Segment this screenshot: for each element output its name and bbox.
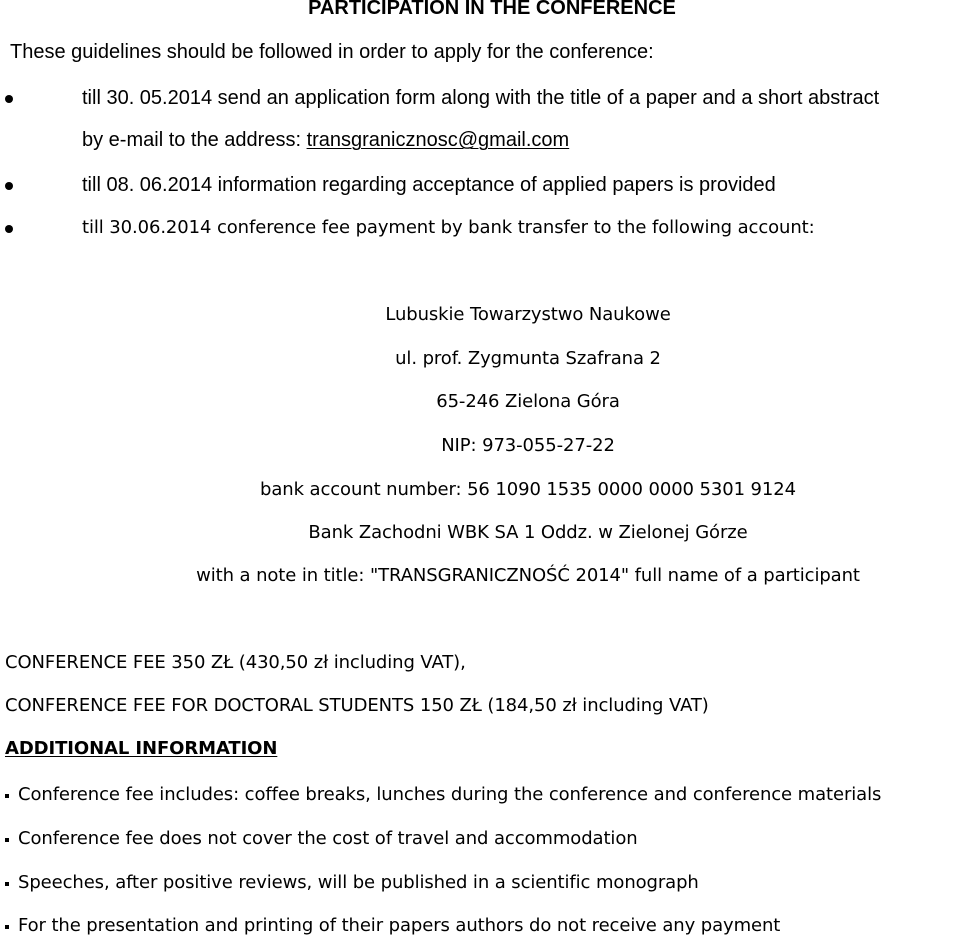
deadline-acceptance: till 08. 06.2014 information regarding acceptance of applied papers is provided <box>82 174 776 196</box>
info-item: For the presentation and printing of their papers authors do not receive any payment <box>18 915 781 936</box>
page-title: PARTICIPATION IN THE CONFERENCE <box>308 0 676 19</box>
email-link[interactable]: transgranicznosc@gmail.com <box>306 129 570 151</box>
account-street: ul. prof. Zygmunta Szafrana 2 <box>395 348 661 369</box>
intro-text: These guidelines should be followed in order to apply for the conference: <box>10 41 654 63</box>
square-bullet-icon <box>5 882 9 886</box>
deadline-application-line1: till 30. 05.2014 send an application form along with the title of a paper and a short abstract <box>82 87 880 109</box>
bullet-icon <box>5 225 13 233</box>
bullet-icon <box>5 95 13 103</box>
additional-info-title: ADDITIONAL INFORMATION <box>5 738 278 759</box>
info-item: Conference fee includes: coffee breaks, lunches during the conference and conference materials <box>18 784 882 805</box>
deadline-payment: till 30.06.2014 conference fee payment by bank transfer to the following account: <box>82 217 815 238</box>
account-city: 65-246 Zielona Góra <box>436 391 620 412</box>
account-number: bank account number: 56 1090 1535 0000 0000 5301 9124 <box>260 479 796 500</box>
info-item: Speeches, after positive reviews, will be published in a scientific monograph <box>18 872 699 893</box>
info-item: Conference fee does not cover the cost of travel and accommodation <box>18 828 638 849</box>
payment-note: with a note in title: "TRANSGRANICZNOŚĆ 2014" full name of a participant <box>196 565 860 586</box>
bullet-icon <box>5 182 13 190</box>
square-bullet-icon <box>5 838 9 842</box>
deadline-application-line2 <box>82 130 569 150</box>
account-nip: NIP: 973-055-27-22 <box>441 435 615 456</box>
conference-fee: CONFERENCE FEE 350 ZŁ (430,50 zł including VAT), <box>5 652 466 673</box>
account-name: Lubuskie Towarzystwo Naukowe <box>385 304 671 325</box>
account-bank: Bank Zachodni WBK SA 1 Oddz. w Zielonej Górze <box>308 522 748 543</box>
square-bullet-icon <box>5 794 9 798</box>
doctoral-fee: CONFERENCE FEE FOR DOCTORAL STUDENTS 150 ZŁ (184,50 zł including VAT) <box>5 695 709 716</box>
deadline-application-prefix: by e-mail to the address: <box>82 129 307 151</box>
square-bullet-icon <box>5 925 9 929</box>
